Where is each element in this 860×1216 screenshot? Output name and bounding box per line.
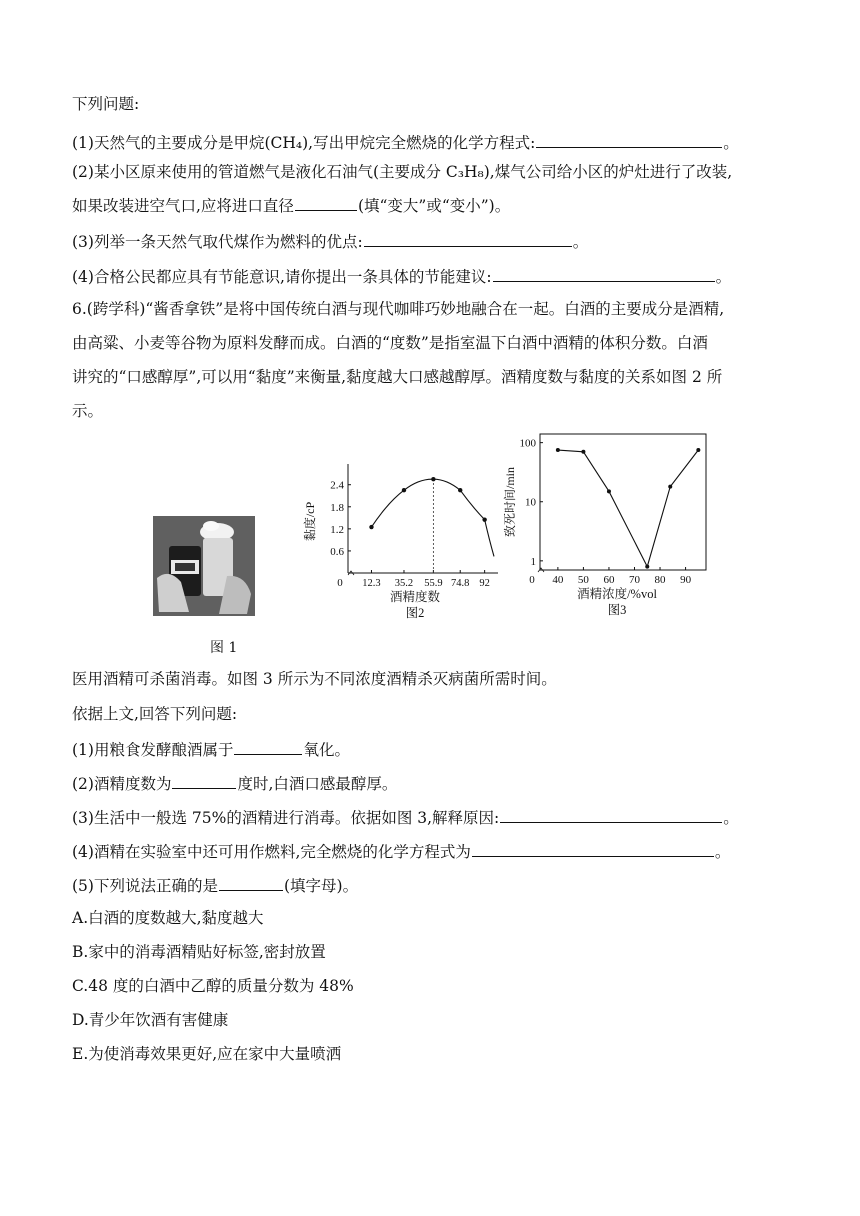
answer-blank[interactable] xyxy=(172,772,236,789)
question-text: 氧化。 xyxy=(303,741,350,759)
plot-frame xyxy=(540,434,706,570)
question-text: 度时,白酒口感最醇厚。 xyxy=(237,775,398,793)
option-a: A.白酒的度数越大,黏度越大 xyxy=(72,909,264,927)
figure-3-kill-time-chart xyxy=(500,428,712,622)
figure-1-caption: 图 1 xyxy=(210,640,238,656)
x-tick-label: 55.9 xyxy=(424,578,443,589)
option-e: E.为使消毒效果更好,应在家中大量喷洒 xyxy=(72,1045,342,1063)
chart-title: 图3 xyxy=(607,603,627,617)
passage-line-1: 6.(跨学科)“酱香拿铁”是将中国传统白酒与现代咖啡巧妙地融合在一起。白酒的主要成分是酒精, xyxy=(72,300,725,318)
y-tick-label: 10 xyxy=(525,496,536,509)
option-d: D.青少年饮酒有害健康 xyxy=(72,1011,229,1029)
question-text: (填“变大”或“变小”)。 xyxy=(357,197,511,215)
sub-question-4 xyxy=(72,840,730,862)
x-tick-label: 0 xyxy=(529,574,535,586)
sub-question-3 xyxy=(72,806,739,828)
question-text: (3)列举一条天然气取代煤作为燃料的优点: xyxy=(72,233,363,251)
y-tick-label: 1 xyxy=(530,555,536,568)
x-tick-label: 35.2 xyxy=(394,578,414,589)
data-point xyxy=(607,489,611,493)
figure-2-viscosity-chart xyxy=(298,460,504,620)
x-tick-label: 12.3 xyxy=(362,578,381,589)
answer-blank[interactable] xyxy=(295,194,357,211)
data-point xyxy=(581,450,585,454)
question-text: (5)下列说法正确的是 xyxy=(72,877,218,895)
data-point xyxy=(668,485,672,489)
answer-blank[interactable] xyxy=(364,230,572,247)
question-3-advantage xyxy=(72,230,588,252)
answer-intro: 依据上文,回答下列问题: xyxy=(72,705,238,723)
passage-line-3: 讲究的“口感醇厚”,可以用“黏度”来衡量,黏度越大口感越醇厚。酒精度数与黏度的关系如图 2 所 xyxy=(72,368,723,386)
question-text: (2)酒精度数为 xyxy=(72,775,172,793)
sub-question-1 xyxy=(72,738,350,760)
x-tick-label: 74.8 xyxy=(451,578,470,589)
y-axis-label: 黏度/cP xyxy=(303,501,317,542)
x-tick-label: 50 xyxy=(577,574,589,586)
y-axis-label: 致死时间/min xyxy=(503,466,517,538)
y-tick-label: 1.2 xyxy=(330,523,344,536)
question-4-energy xyxy=(72,265,731,287)
question-text: 如果改装进空气口,应将进口直径 xyxy=(72,197,294,215)
figure-1-photo xyxy=(153,516,255,616)
option-b: B.家中的消毒酒精贴好标签,密封放置 xyxy=(72,943,326,961)
punct: 。 xyxy=(714,843,731,861)
data-point xyxy=(556,448,560,452)
y-tick-label: 100 xyxy=(519,437,536,450)
data-point xyxy=(369,525,373,529)
intro-text: 下列问题: xyxy=(72,95,140,113)
x-tick-label: 40 xyxy=(552,574,564,586)
answer-blank[interactable] xyxy=(472,840,714,857)
question-text: (3)生活中一般选 75%的酒精进行消毒。依据如图 3,解释原因: xyxy=(72,809,500,827)
question-text: (4)合格公民都应具有节能意识,请你提出一条具体的节能建议: xyxy=(72,268,492,286)
passage-line-4: 示。 xyxy=(72,402,104,420)
sub-question-2 xyxy=(72,772,397,794)
question-2-line2 xyxy=(72,194,510,216)
kill-time-line xyxy=(558,450,698,567)
data-point xyxy=(696,448,700,452)
x-axis-label: 酒精度数 xyxy=(389,590,441,604)
answer-blank[interactable] xyxy=(493,265,715,282)
question-text: (4)酒精在实验室中还可用作燃料,完全燃烧的化学方程式为 xyxy=(72,843,471,861)
y-tick-label: 1.8 xyxy=(330,501,344,514)
question-1-methane xyxy=(72,131,739,153)
punct: 。 xyxy=(572,233,589,251)
x-tick-label: 0 xyxy=(337,577,343,589)
x-tick-label: 80 xyxy=(654,574,666,586)
sub-question-5 xyxy=(72,874,358,896)
punct: 。 xyxy=(723,809,739,827)
punct: 。 xyxy=(723,134,739,152)
answer-blank[interactable] xyxy=(234,738,302,755)
passage-after-figures: 医用酒精可杀菌消毒。如图 3 所示为不同浓度酒精杀灭病菌所需时间。 xyxy=(72,670,557,688)
x-axis-label: 酒精浓度/%vol xyxy=(577,587,657,601)
x-tick-label: 90 xyxy=(680,574,692,586)
option-c: C.48 度的白酒中乙醇的质量分数为 48% xyxy=(72,977,354,995)
x-tick-label: 70 xyxy=(628,574,640,586)
chart-title: 图2 xyxy=(405,606,425,620)
data-point xyxy=(482,517,486,521)
passage-line-2: 由高粱、小麦等谷物为原料发酵而成。白酒的“度数”是指室温下白酒中酒精的体积分数。白酒 xyxy=(72,334,708,352)
y-tick-label: 0.6 xyxy=(330,545,344,558)
viscosity-curve xyxy=(371,479,494,556)
question-text: (填字母)。 xyxy=(283,877,359,895)
y-tick-label: 2.4 xyxy=(330,479,344,492)
data-point xyxy=(458,488,462,492)
punct: 。 xyxy=(715,268,732,286)
question-2-line1: (2)某小区原来使用的管道燃气是液化石油气(主要成分 C₃H₈),煤气公司给小区的炉灶进行了改装, xyxy=(72,163,733,181)
latte-cup-illustration xyxy=(153,516,255,616)
x-tick-label: 92 xyxy=(479,578,490,589)
question-text: (1)天然气的主要成分是甲烷(CH₄),写出甲烷完全燃烧的化学方程式: xyxy=(72,134,536,152)
data-point xyxy=(431,477,435,481)
answer-blank[interactable] xyxy=(500,806,722,823)
answer-blank[interactable] xyxy=(219,874,283,891)
data-point xyxy=(402,488,406,492)
question-text: (1)用粮食发酵酿酒属于 xyxy=(72,741,234,759)
answer-blank[interactable] xyxy=(536,131,722,148)
data-point xyxy=(645,565,649,569)
x-tick-label: 60 xyxy=(603,574,615,586)
